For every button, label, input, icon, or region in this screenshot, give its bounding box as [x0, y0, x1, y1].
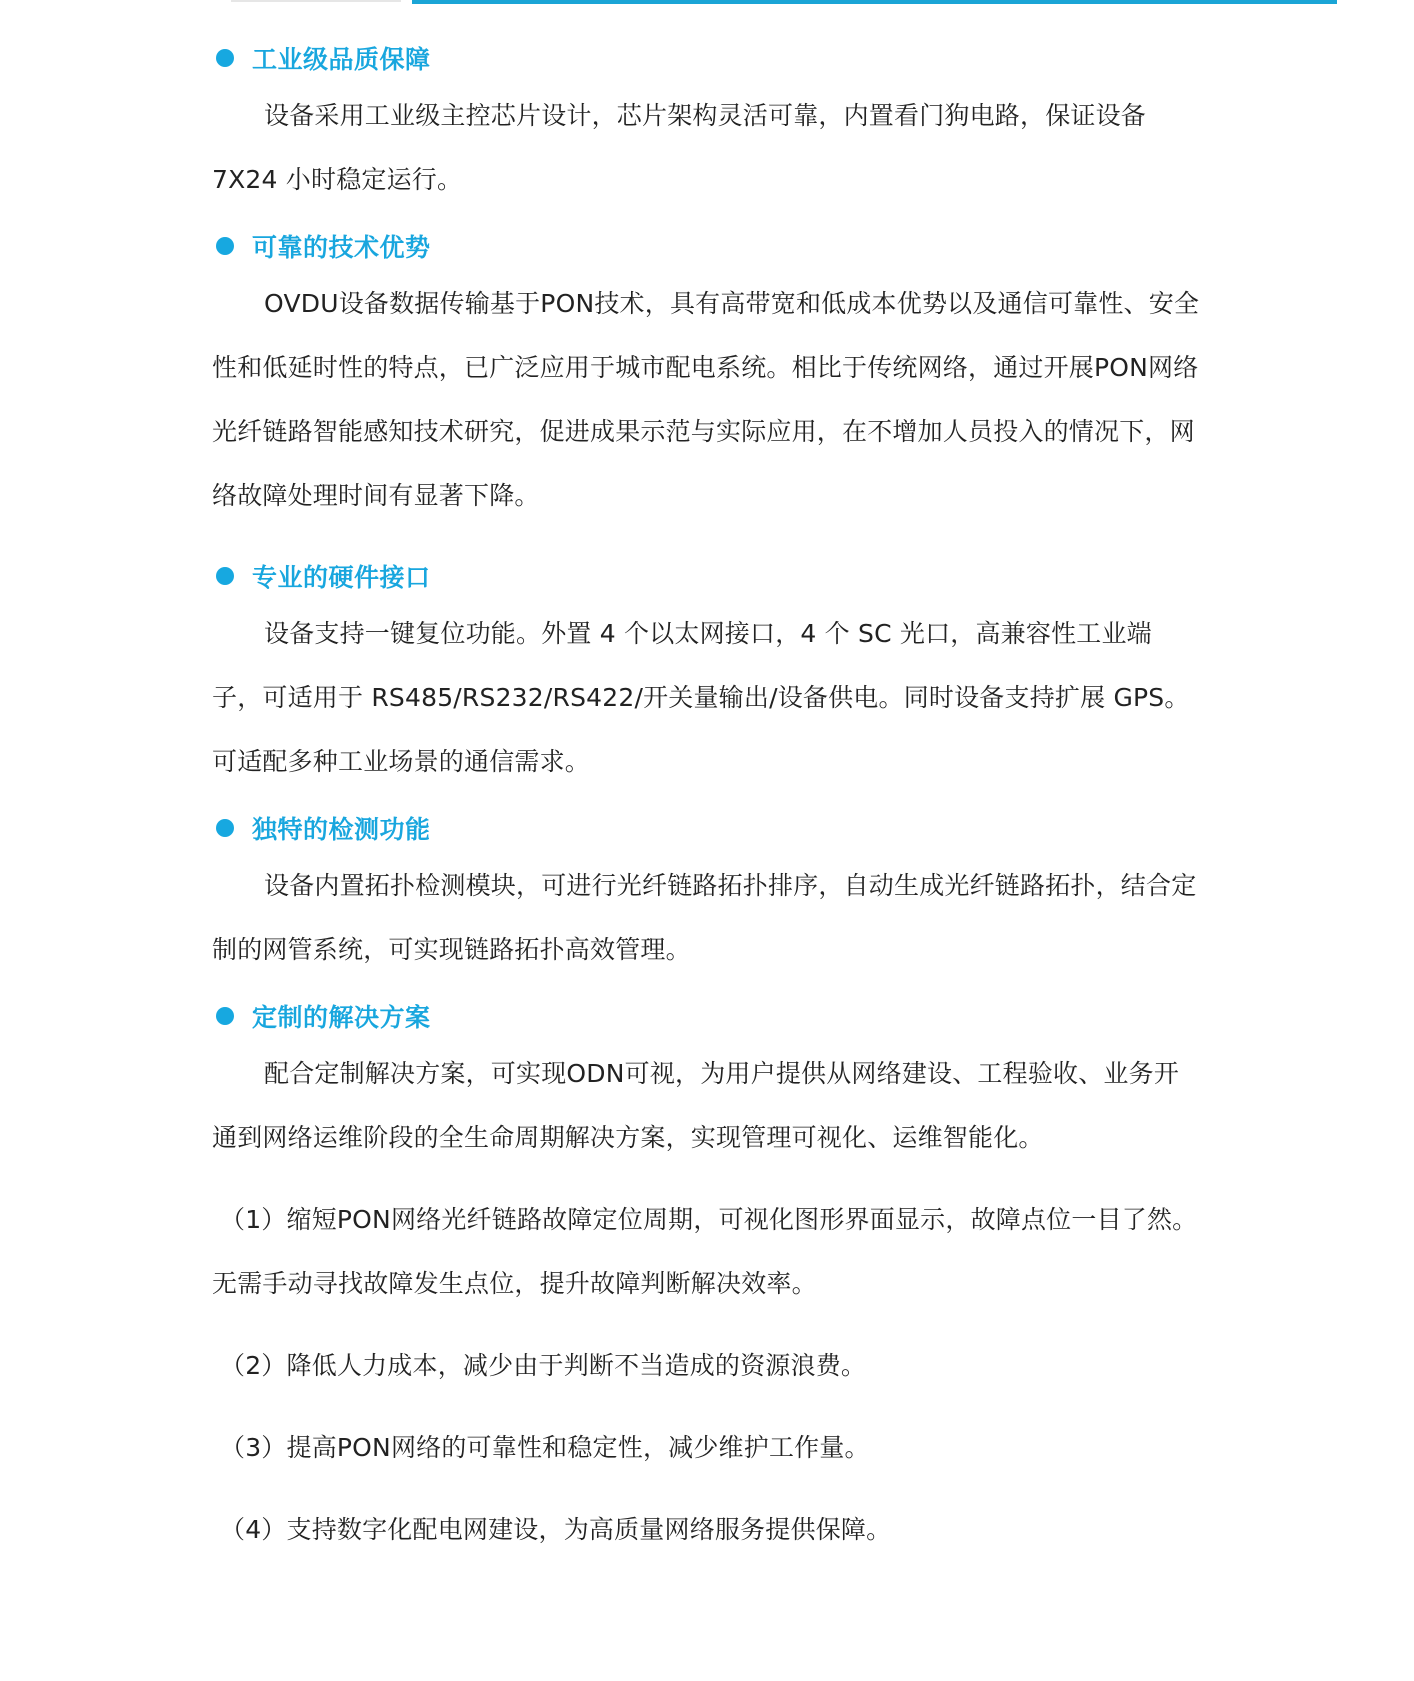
- section-paragraph: OVDU设备数据传输基于PON技术，具有高带宽和低成本优势以及通信可靠性、安全性和低延时性的特点，已广泛应用于城市配电系统。相比于传统网络，通过开展PON网络光纤链路智能感知技术研究，促进成果示范与实际应用，在不增加人员投入的情况下，网络故障处理时间有显著下降。: [212, 289, 1200, 510]
- list-item: （3）提高PON网络的可靠性和稳定性，减少维护工作量。: [220, 1433, 870, 1462]
- section-heading-text: 独特的检测功能: [252, 815, 431, 844]
- section-custom-solution: [212, 990, 1202, 1170]
- section-heading: [212, 550, 1202, 602]
- list-item: （2）降低人力成本，减少由于判断不当造成的资源浪费。: [220, 1351, 867, 1380]
- section-paragraph: 设备内置拓扑检测模块，可进行光纤链路拓扑排序，自动生成光纤链路拓扑，结合定制的网管系统，可实现链路拓扑高效管理。: [212, 871, 1197, 964]
- section-heading: [212, 32, 1202, 84]
- bullet-dot-icon: [216, 49, 234, 67]
- header-rule-accent: [412, 0, 1337, 4]
- list-item: （1）缩短PON网络光纤链路故障定位周期，可视化图形界面显示，故障点位一目了然。无需手动寻找故障发生点位，提升故障判断解决效率。: [212, 1205, 1198, 1298]
- section-technical-advantage: [212, 220, 1202, 528]
- section-heading: [212, 990, 1202, 1042]
- header-rule-left: [231, 0, 401, 2]
- bullet-dot-icon: [216, 567, 234, 585]
- section-paragraph: 配合定制解决方案，可实现ODN可视，为用户提供从网络建设、工程验收、业务开通到网络运维阶段的全生命周期解决方案，实现管理可视化、运维智能化。: [212, 1059, 1180, 1152]
- section-heading-text: 定制的解决方案: [252, 1003, 431, 1032]
- section-heading-text: 可靠的技术优势: [252, 233, 431, 262]
- bullet-dot-icon: [216, 1007, 234, 1025]
- section-industrial-quality: [212, 32, 1202, 212]
- section-paragraph: 设备支持一键复位功能。外置 4 个以太网接口，4 个 SC 光口，高兼容性工业端子，可适用于 RS485/RS232/RS422/开关量输出/设备供电。同时设备支持扩展 GPS。可适配多种工业场景的通信需求。: [212, 619, 1190, 776]
- benefit-list: [212, 1188, 1202, 1562]
- section-heading-text: 专业的硬件接口: [252, 563, 431, 592]
- bullet-dot-icon: [216, 237, 234, 255]
- list-item: （4）支持数字化配电网建设，为高质量网络服务提供保障。: [220, 1515, 892, 1544]
- section-heading: [212, 802, 1202, 854]
- section-heading: [212, 220, 1202, 272]
- bullet-dot-icon: [216, 819, 234, 837]
- section-heading-text: 工业级品质保障: [252, 45, 431, 74]
- document-body: [212, 32, 1202, 1562]
- section-hardware-interface: [212, 550, 1202, 794]
- section-detection-function: [212, 802, 1202, 982]
- section-paragraph: 设备采用工业级主控芯片设计，芯片架构灵活可靠，内置看门狗电路，保证设备7X24 小时稳定运行。: [212, 101, 1147, 194]
